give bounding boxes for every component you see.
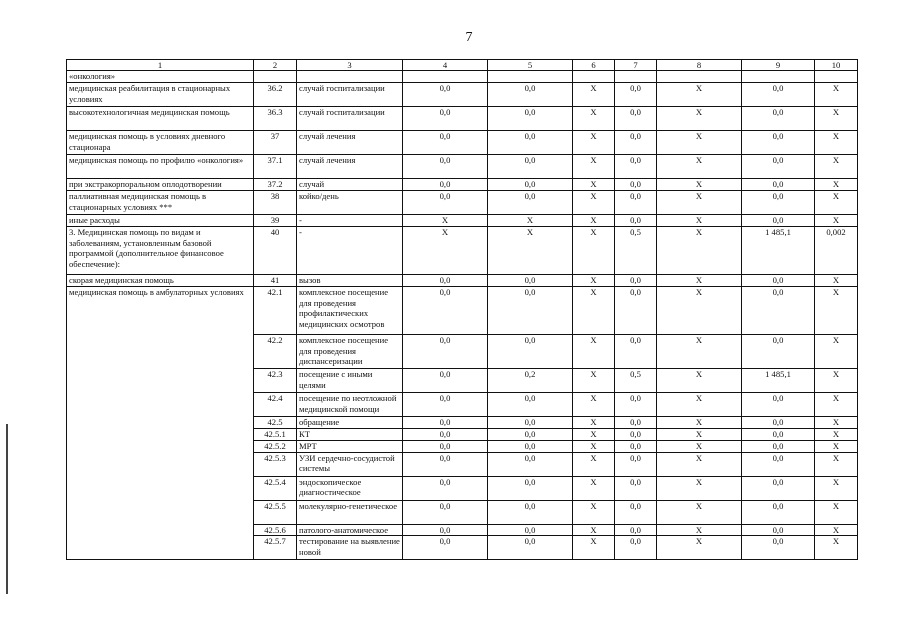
value-cell: 0,0	[742, 524, 815, 535]
row-code-cell: 42.1	[254, 287, 297, 335]
header-cell: 1	[67, 60, 254, 71]
value-cell: X	[815, 393, 858, 417]
value-cell: 0,0	[742, 215, 815, 227]
value-cell: X	[573, 500, 615, 524]
value-cell: X	[815, 215, 858, 227]
value-cell: X	[815, 335, 858, 369]
row-name-cell: медицинская помощь по профилю «онкология»	[67, 155, 254, 179]
row-unit-cell: обращение	[297, 417, 403, 428]
value-cell: 0,0	[488, 440, 573, 452]
value-cell: 0,0	[403, 393, 488, 417]
value-cell: 0,0	[488, 179, 573, 191]
value-cell: X	[573, 131, 615, 155]
value-cell: 0,0	[488, 428, 573, 440]
value-cell: 0,0	[742, 536, 815, 560]
value-cell: X	[403, 227, 488, 275]
value-cell: X	[657, 417, 742, 428]
value-cell: 0,0	[742, 476, 815, 500]
value-cell: X	[573, 369, 615, 393]
value-cell: X	[657, 476, 742, 500]
table-row	[67, 71, 858, 83]
value-cell: 0,0	[488, 83, 573, 107]
row-name-cell: 3. Медицинская помощь по видам и заболеваниям, установленным базовой программой (дополнительное финансовое обеспечение):	[67, 227, 254, 275]
row-code-cell: 36.2	[254, 83, 297, 107]
value-cell: 0,0	[403, 83, 488, 107]
value-cell: X	[815, 155, 858, 179]
value-cell: X	[657, 500, 742, 524]
row-unit-cell: посещение с иными целями	[297, 369, 403, 393]
value-cell: X	[815, 524, 858, 535]
row-code-cell: 42.4	[254, 393, 297, 417]
row-name-cell: «онкология»	[67, 71, 254, 83]
row-unit-cell: вызов	[297, 275, 403, 287]
value-cell: 0,0	[742, 107, 815, 131]
value-cell: X	[815, 440, 858, 452]
row-unit-cell: КТ	[297, 428, 403, 440]
value-cell: X	[815, 275, 858, 287]
header-cell: 6	[573, 60, 615, 71]
row-unit-cell: молекулярно-генетическое	[297, 500, 403, 524]
value-cell	[742, 71, 815, 83]
row-code-cell: 36.3	[254, 107, 297, 131]
value-cell: 0,0	[742, 275, 815, 287]
value-cell: X	[488, 227, 573, 275]
value-cell: X	[815, 500, 858, 524]
value-cell: X	[573, 215, 615, 227]
value-cell: 0,0	[742, 440, 815, 452]
table-row	[67, 179, 858, 191]
value-cell	[815, 71, 858, 83]
value-cell: X	[657, 107, 742, 131]
value-cell: 0,0	[615, 393, 657, 417]
value-cell: 0,0	[615, 83, 657, 107]
value-cell: X	[573, 155, 615, 179]
value-cell: X	[657, 287, 742, 335]
value-cell: X	[815, 428, 858, 440]
value-cell: 1 485,1	[742, 227, 815, 275]
value-cell: X	[573, 524, 615, 535]
value-cell	[488, 71, 573, 83]
row-code-cell: 37.2	[254, 179, 297, 191]
row-name-cell: медицинская реабилитация в стационарных условиях	[67, 83, 254, 107]
row-code-cell: 40	[254, 227, 297, 275]
value-cell: 0,0	[403, 179, 488, 191]
value-cell: X	[573, 536, 615, 560]
value-cell: X	[657, 155, 742, 179]
row-name-cell: иные расходы	[67, 215, 254, 227]
table-row	[67, 83, 858, 107]
row-code-cell: 42.5.2	[254, 440, 297, 452]
value-cell: X	[573, 476, 615, 500]
value-cell: 0,0	[488, 275, 573, 287]
value-cell: 0,0	[403, 107, 488, 131]
value-cell: X	[657, 428, 742, 440]
row-code-cell: 42.5.1	[254, 428, 297, 440]
value-cell: 0,0	[403, 131, 488, 155]
value-cell: 0,5	[615, 369, 657, 393]
value-cell: 0,0	[742, 428, 815, 440]
value-cell: 0,0	[488, 393, 573, 417]
row-unit-cell: -	[297, 227, 403, 275]
value-cell: X	[403, 215, 488, 227]
value-cell: 0,2	[488, 369, 573, 393]
value-cell: X	[815, 191, 858, 215]
header-cell: 4	[403, 60, 488, 71]
value-cell: 0,0	[488, 476, 573, 500]
value-cell: X	[657, 227, 742, 275]
value-cell: X	[573, 287, 615, 335]
value-cell: 0,0	[403, 335, 488, 369]
value-cell: X	[573, 428, 615, 440]
value-cell: 0,0	[488, 452, 573, 476]
row-code-cell: 42.3	[254, 369, 297, 393]
value-cell: X	[573, 107, 615, 131]
row-code-cell	[254, 71, 297, 83]
value-cell: X	[815, 452, 858, 476]
value-cell: 0,0	[488, 536, 573, 560]
value-cell: 0,0	[615, 155, 657, 179]
value-cell: X	[657, 215, 742, 227]
row-unit-cell: комплексное посещение для проведения диспансеризации	[297, 335, 403, 369]
value-cell: 0,0	[488, 107, 573, 131]
value-cell: X	[815, 131, 858, 155]
value-cell: X	[573, 179, 615, 191]
row-unit-cell: комплексное посещение для проведения профилактических медицинских осмотров	[297, 287, 403, 335]
value-cell: X	[573, 191, 615, 215]
table-body	[67, 60, 858, 560]
row-code-cell: 38	[254, 191, 297, 215]
row-code-cell: 42.5	[254, 417, 297, 428]
value-cell: 0,0	[488, 524, 573, 535]
value-cell: 0,0	[742, 500, 815, 524]
value-cell: 0,0	[615, 287, 657, 335]
value-cell: 0,0	[488, 417, 573, 428]
value-cell: 0,0	[615, 131, 657, 155]
value-cell: 0,0	[742, 393, 815, 417]
row-unit-cell: койко/день	[297, 191, 403, 215]
value-cell: 0,0	[403, 275, 488, 287]
value-cell: X	[573, 452, 615, 476]
row-unit-cell: случай госпитализации	[297, 83, 403, 107]
value-cell: 0,0	[488, 155, 573, 179]
value-cell: 0,0	[742, 179, 815, 191]
value-cell: 0,0	[488, 191, 573, 215]
value-cell: X	[573, 335, 615, 369]
value-cell: 0,0	[742, 191, 815, 215]
value-cell: X	[657, 275, 742, 287]
row-code-cell: 41	[254, 275, 297, 287]
value-cell: 0,0	[403, 417, 488, 428]
row-name-cell: высокотехнологичная медицинская помощь	[67, 107, 254, 131]
row-unit-cell: случай	[297, 179, 403, 191]
row-name-cell: скорая медицинская помощь	[67, 275, 254, 287]
value-cell: 0,0	[742, 417, 815, 428]
value-cell: 0,0	[615, 476, 657, 500]
row-code-cell: 37.1	[254, 155, 297, 179]
value-cell: 0,0	[615, 524, 657, 535]
value-cell: X	[657, 393, 742, 417]
value-cell: 0,0	[742, 83, 815, 107]
row-name-cell: при экстракорпоральном оплодотворении	[67, 179, 254, 191]
value-cell: 0,0	[403, 476, 488, 500]
value-cell: 0,0	[488, 335, 573, 369]
row-unit-cell: случай госпитализации	[297, 107, 403, 131]
value-cell: 0,0	[403, 155, 488, 179]
value-cell: 0,0	[403, 524, 488, 535]
row-code-cell: 39	[254, 215, 297, 227]
value-cell: X	[815, 536, 858, 560]
header-cell: 7	[615, 60, 657, 71]
row-unit-cell: посещение по неотложной медицинской помощи	[297, 393, 403, 417]
value-cell: 0,0	[742, 155, 815, 179]
value-cell: X	[657, 452, 742, 476]
value-cell: X	[573, 275, 615, 287]
row-unit-cell: МРТ	[297, 440, 403, 452]
row-code-cell: 42.5.4	[254, 476, 297, 500]
row-unit-cell: -	[297, 215, 403, 227]
value-cell: 0,0	[403, 536, 488, 560]
value-cell: X	[657, 369, 742, 393]
row-unit-cell: патолого-анатомическое	[297, 524, 403, 535]
table-row	[67, 215, 858, 227]
value-cell: 0,0	[615, 536, 657, 560]
value-cell: 0,0	[742, 287, 815, 335]
value-cell: 0,0	[742, 335, 815, 369]
row-unit-cell: тестирование на выявление новой	[297, 536, 403, 560]
row-name-cell: паллиативная медицинская помощь в стационарных условиях ***	[67, 191, 254, 215]
value-cell: 0,0	[615, 179, 657, 191]
row-name-cell: медицинская помощь в условиях дневного стационара	[67, 131, 254, 155]
row-unit-cell: случай лечения	[297, 155, 403, 179]
header-cell: 5	[488, 60, 573, 71]
header-cell: 8	[657, 60, 742, 71]
value-cell: 0,0	[742, 131, 815, 155]
value-cell: 0,0	[615, 428, 657, 440]
value-cell	[657, 71, 742, 83]
row-name-cell: медицинская помощь в амбулаторных условиях	[67, 287, 254, 560]
value-cell: 0,0	[403, 440, 488, 452]
value-cell: X	[573, 417, 615, 428]
scan-margin-line	[6, 424, 8, 594]
value-cell: 0,0	[615, 215, 657, 227]
value-cell: X	[573, 83, 615, 107]
value-cell: X	[657, 440, 742, 452]
value-cell: X	[657, 179, 742, 191]
table-row	[67, 227, 858, 275]
table-header-row	[67, 60, 858, 71]
row-code-cell: 42.2	[254, 335, 297, 369]
value-cell	[403, 71, 488, 83]
value-cell: 0,0	[742, 452, 815, 476]
value-cell: 0,5	[615, 227, 657, 275]
table-row	[67, 107, 858, 131]
value-cell: X	[815, 179, 858, 191]
value-cell: 0,002	[815, 227, 858, 275]
value-cell: X	[573, 227, 615, 275]
value-cell: 0,0	[403, 500, 488, 524]
value-cell: 0,0	[403, 428, 488, 440]
value-cell: 0,0	[615, 417, 657, 428]
value-cell: 0,0	[615, 452, 657, 476]
value-cell: 0,0	[615, 191, 657, 215]
value-cell: X	[815, 369, 858, 393]
value-cell	[573, 71, 615, 83]
row-code-cell: 42.5.6	[254, 524, 297, 535]
value-cell: 0,0	[615, 500, 657, 524]
value-cell: X	[657, 335, 742, 369]
value-cell: X	[815, 287, 858, 335]
row-code-cell: 42.5.3	[254, 452, 297, 476]
value-cell: 0,0	[488, 287, 573, 335]
value-cell: 0,0	[403, 191, 488, 215]
value-cell: 0,0	[615, 107, 657, 131]
table-row	[67, 275, 858, 287]
value-cell: 1 485,1	[742, 369, 815, 393]
table-row	[67, 287, 858, 335]
row-code-cell: 42.5.5	[254, 500, 297, 524]
page-number: 7	[465, 30, 473, 45]
row-unit-cell: УЗИ сердечно-сосудистой системы	[297, 452, 403, 476]
value-cell: X	[488, 215, 573, 227]
row-unit-cell: случай лечения	[297, 131, 403, 155]
header-cell: 9	[742, 60, 815, 71]
table-row	[67, 191, 858, 215]
value-cell: 0,0	[615, 440, 657, 452]
value-cell: 0,0	[488, 500, 573, 524]
header-cell: 3	[297, 60, 403, 71]
value-cell: 0,0	[615, 335, 657, 369]
financing-table	[66, 59, 858, 560]
value-cell	[615, 71, 657, 83]
value-cell: X	[657, 131, 742, 155]
value-cell: X	[573, 393, 615, 417]
value-cell: X	[657, 536, 742, 560]
row-unit-cell	[297, 71, 403, 83]
value-cell: X	[657, 191, 742, 215]
value-cell: X	[657, 524, 742, 535]
value-cell: X	[657, 83, 742, 107]
header-cell: 10	[815, 60, 858, 71]
value-cell: 0,0	[488, 131, 573, 155]
value-cell: X	[815, 107, 858, 131]
value-cell: X	[573, 440, 615, 452]
table-row	[67, 155, 858, 179]
value-cell: 0,0	[403, 287, 488, 335]
row-unit-cell: эндоскопическое диагностическое	[297, 476, 403, 500]
header-cell: 2	[254, 60, 297, 71]
value-cell: 0,0	[615, 275, 657, 287]
value-cell: 0,0	[403, 452, 488, 476]
table-row	[67, 131, 858, 155]
row-code-cell: 37	[254, 131, 297, 155]
value-cell: X	[815, 476, 858, 500]
value-cell: X	[815, 83, 858, 107]
value-cell: X	[815, 417, 858, 428]
row-code-cell: 42.5.7	[254, 536, 297, 560]
value-cell: 0,0	[403, 369, 488, 393]
